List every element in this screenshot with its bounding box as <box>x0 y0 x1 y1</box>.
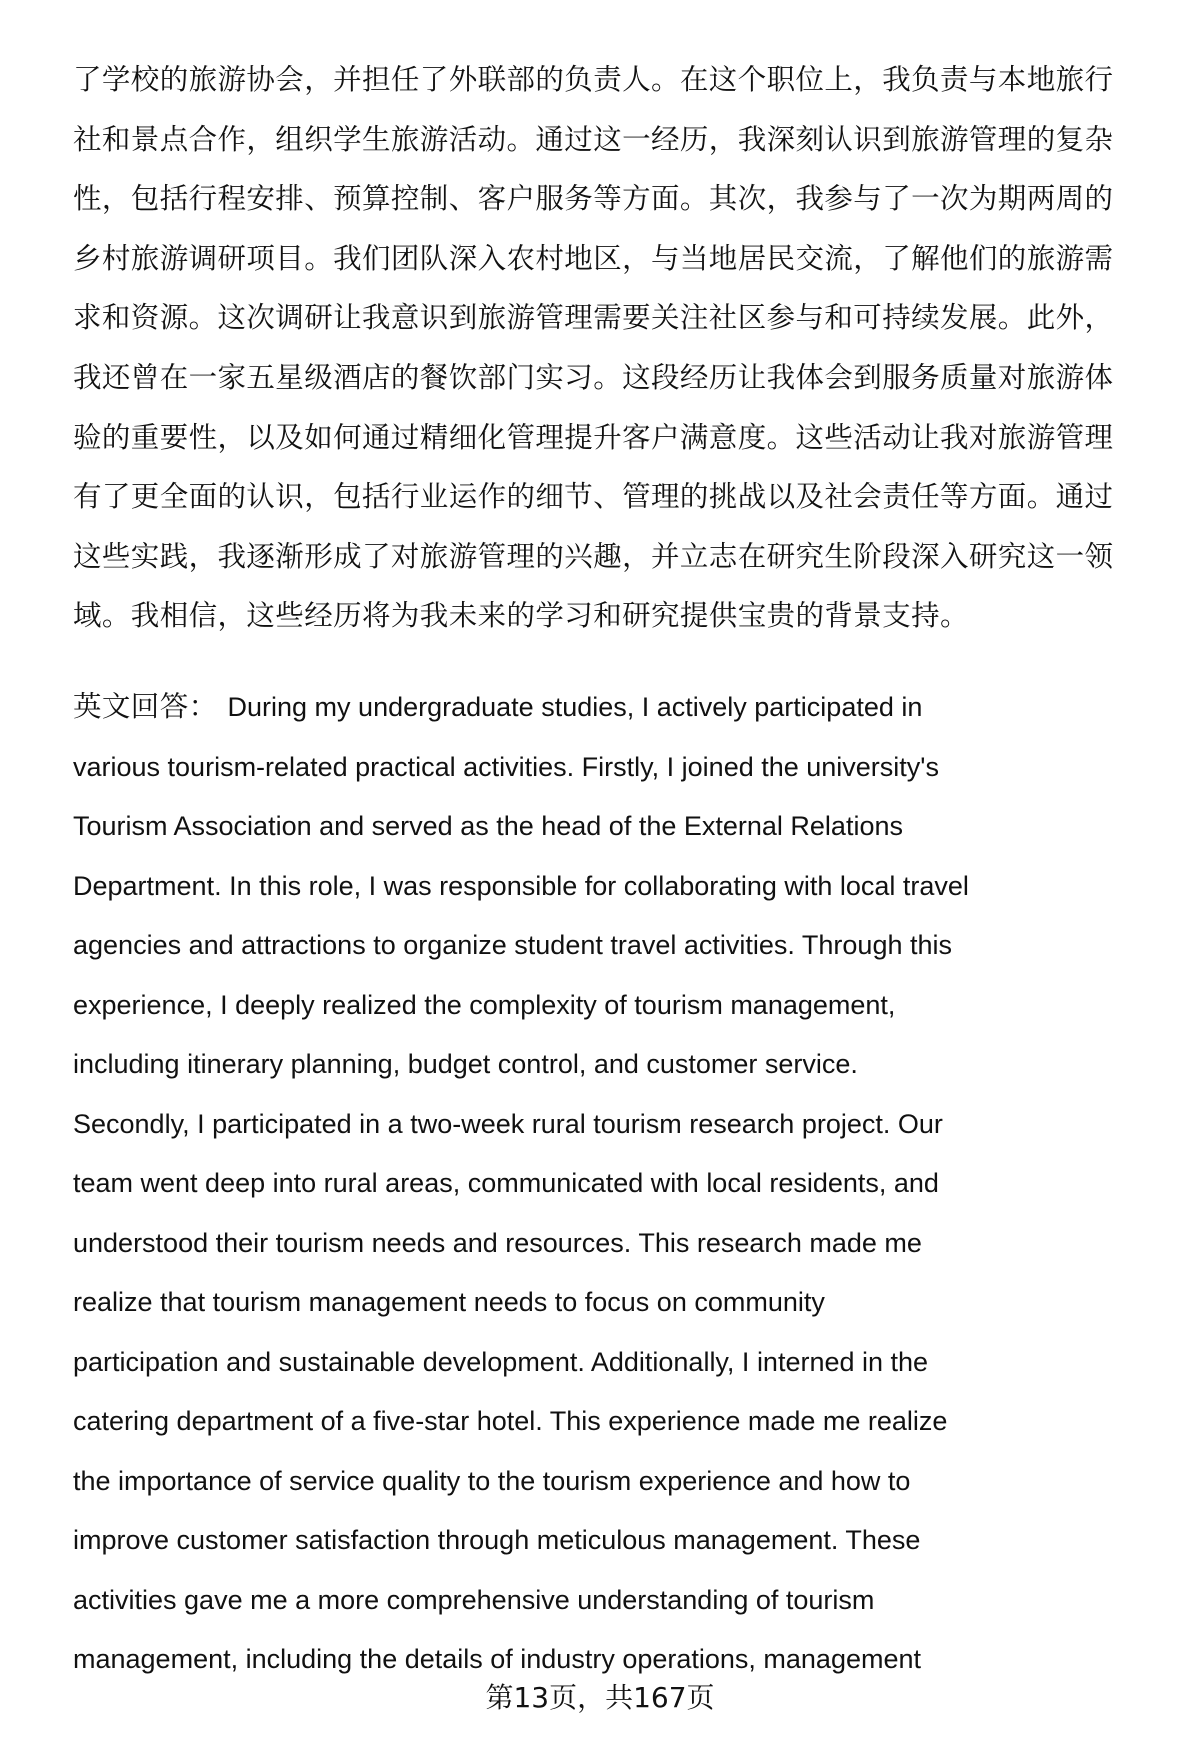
text-line: improve customer satisfaction through meticulous management. These <box>73 1525 921 1555</box>
text-line: 了学校的旅游协会，并担任了外联部的负责人。在这个职位上，我负责与本地旅行 <box>73 63 1114 96</box>
text-line: various tourism-related practical activities. Firstly, I joined the university's <box>73 751 939 782</box>
text-line: 域。我相信，这些经历将为我未来的学习和研究提供宝贵的背景支持。 <box>73 599 969 633</box>
text-line: the importance of service quality to the tourism experience and how to <box>73 1465 911 1496</box>
text-line: management, including the details of industry operations, management <box>73 1644 922 1674</box>
text-line: 这些实践，我逐渐形成了对旅游管理的兴趣，并立志在研究生阶段深入研究这一领 <box>73 539 1114 573</box>
text-line: activities gave me a more comprehensive understanding of tourism <box>73 1584 875 1615</box>
text-line: 社和景点合作，组织学生旅游活动。通过这一经历，我深刻认识到旅游管理的复杂 <box>73 122 1114 156</box>
text-span: During my undergraduate studies, I actively participated in <box>227 692 923 722</box>
text-line: Tourism Association and served as the head of the External Relations <box>73 811 903 841</box>
text-line: 性，包括行程安排、预算控制、客户服务等方面。其次，我参与了一次为期两周的 <box>73 182 1114 216</box>
text-line: participation and sustainable development. Additionally, I interned in the <box>73 1346 929 1377</box>
text-line: 我还曾在一家五星级酒店的餐饮部门实习。这段经历让我体会到服务质量对旅游体 <box>73 361 1114 394</box>
text-line: 乡村旅游调研项目。我们团队深入农村地区，与当地居民交流，了解他们的旅游需 <box>73 241 1114 275</box>
text-line <box>73 687 922 727</box>
page-number: 第13页，共167页 <box>485 1681 715 1714</box>
text-line: understood their tourism needs and resources. This research made me <box>73 1227 922 1258</box>
text-line: 求和资源。这次调研让我意识到旅游管理需要关注社区参与和可持续发展。此外， <box>73 301 1114 335</box>
text-line: Department. In this role, I was responsible for collaborating with local travel <box>73 870 969 901</box>
text-line: including itinerary planning, budget control, and customer service. <box>73 1049 858 1079</box>
text-line: Secondly, I participated in a two-week rural tourism research project. Our <box>73 1108 943 1139</box>
text-line: team went deep into rural areas, communicated with local residents, and <box>73 1168 939 1198</box>
text-line: 验的重要性，以及如何通过精细化管理提升客户满意度。这些活动让我对旅游管理 <box>73 420 1114 454</box>
text-line: agencies and attractions to organize student travel activities. Through this <box>73 930 953 960</box>
text-line: 有了更全面的认识，包括行业运作的细节、管理的挑战以及社会责任等方面。通过 <box>73 480 1114 514</box>
english-answer-label: 英文回答： <box>73 691 218 723</box>
text-line: experience, I deeply realized the complexity of tourism management, <box>73 989 896 1020</box>
text-line: catering department of a five-star hotel. This experience made me realize <box>73 1406 948 1436</box>
text-line: realize that tourism management needs to focus on community <box>73 1287 825 1317</box>
